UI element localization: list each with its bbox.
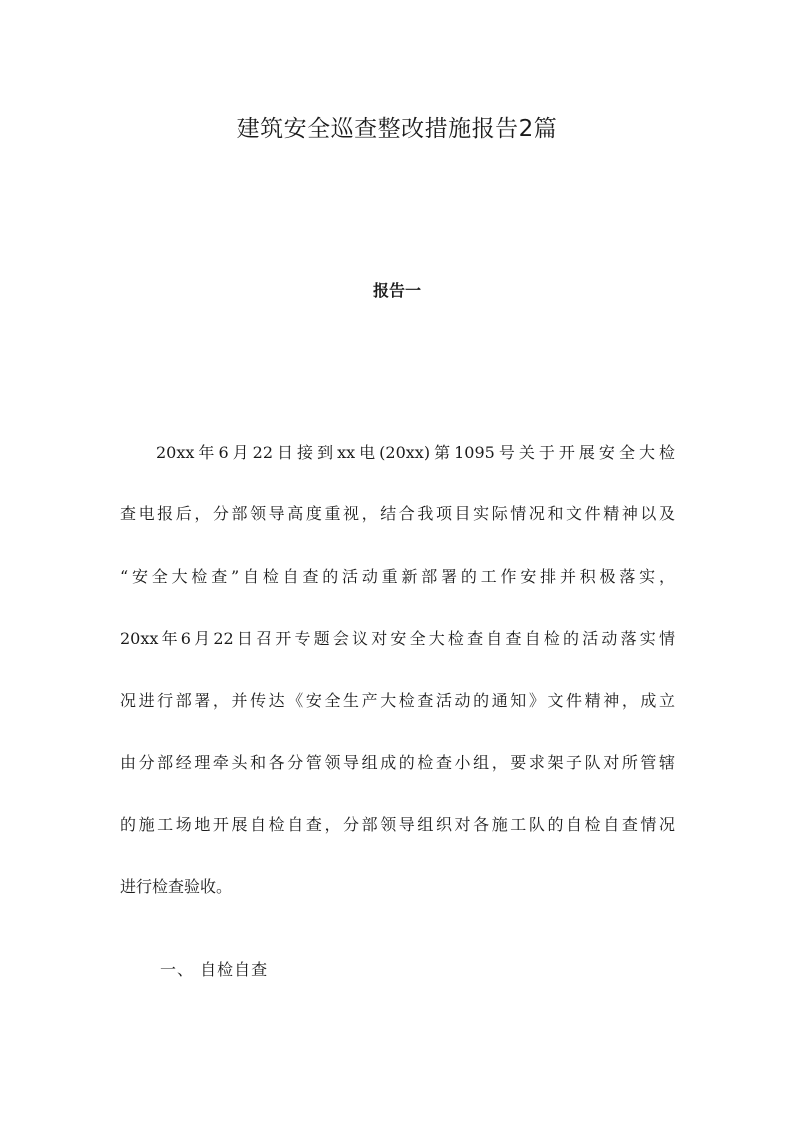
paragraph-line: 20xx年6月22日召开专题会议对安全大检查自查自检的活动落实情: [120, 629, 675, 648]
paragraph-line: 况进行部署，并传达《安全生产大检查活动的通知》文件精神，成立: [120, 691, 675, 710]
paragraph-line: 的施工场地开展自检自查，分部领导组织对各施工队的自检自查情况: [120, 815, 675, 834]
subheading-self-inspection: 一、 自检自查: [160, 960, 269, 979]
paragraph-line: 查电报后，分部领导高度重视，结合我项目实际情况和文件精神以及: [120, 504, 675, 523]
section-heading: 报告一: [372, 281, 421, 300]
paragraph-line: “安全大检查”自检自查的活动重新部署的工作安排并积极落实，: [120, 567, 675, 586]
document-title: 建筑安全巡查整改措施报告2篇: [236, 116, 558, 142]
paragraph-line: 由分部经理牵头和各分管领导组成的检查小组，要求架子队对所管辖: [120, 753, 675, 772]
paragraph-line: 20xx年6月22日接到xx电(20xx)第1095号关于开展安全大检: [156, 443, 675, 462]
paragraph-line: 进行检查验收。: [120, 877, 233, 896]
